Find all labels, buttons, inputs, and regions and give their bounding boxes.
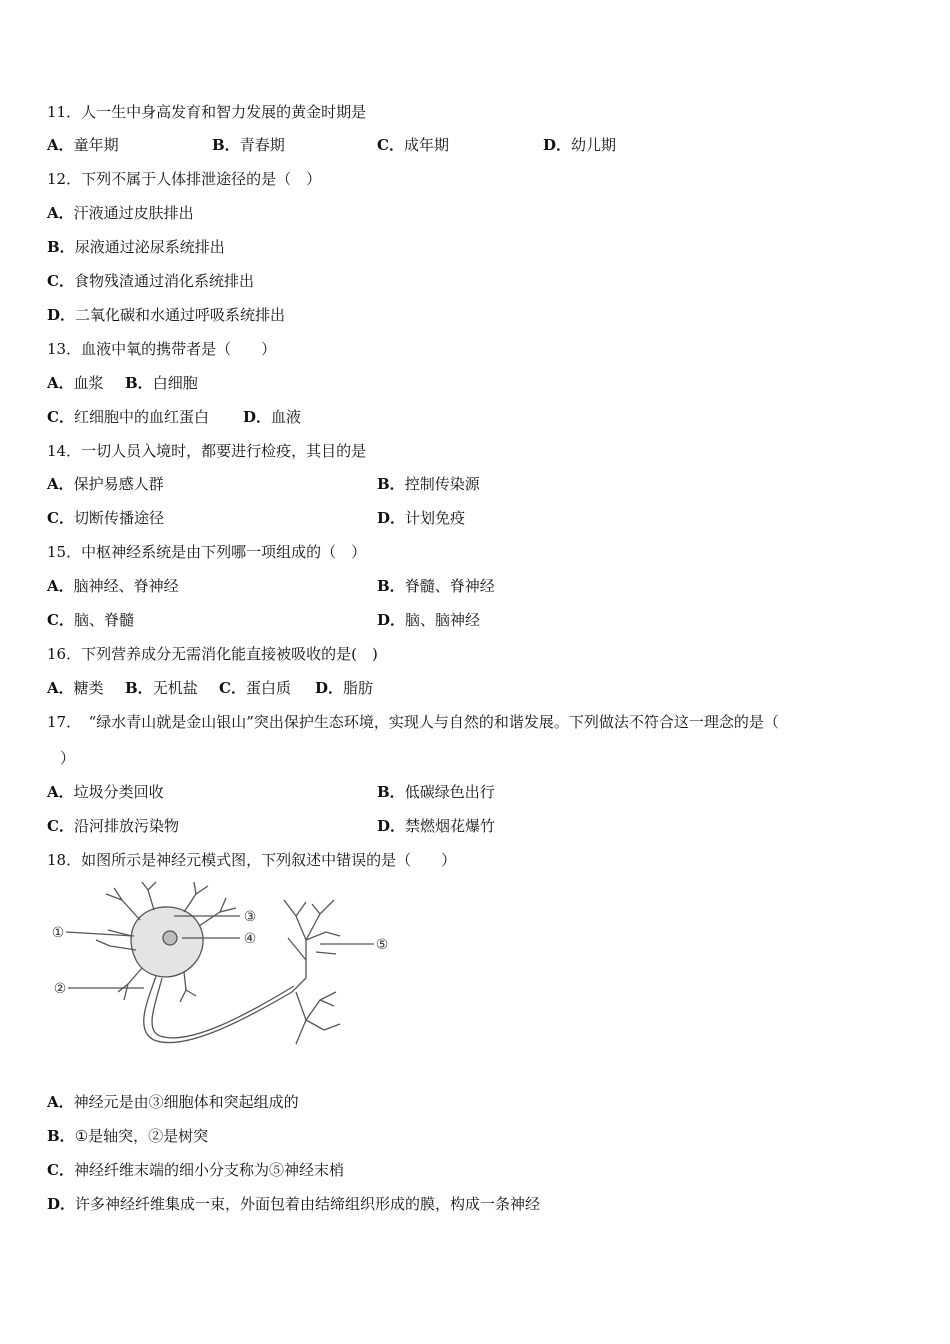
q11-option-a	[47, 135, 119, 155]
q15-option-c	[47, 610, 134, 630]
option-label: C．	[47, 408, 74, 426]
q17-option-b	[377, 782, 495, 802]
option-text: 低碳绿色出行	[404, 783, 495, 801]
label-4: ④	[243, 931, 257, 947]
q16-option-d	[315, 678, 373, 698]
option-label: A．	[47, 783, 74, 801]
option-label: B．	[125, 374, 153, 392]
option-text: 幼儿期	[571, 136, 617, 154]
option-text: 神经纤维末端的细小分支称为⑤神经末梢	[73, 1161, 344, 1179]
option-label: B．	[212, 136, 240, 154]
option-label: B．	[47, 1127, 75, 1145]
q13-option-b	[125, 373, 198, 393]
q12-option-d	[47, 305, 285, 325]
option-label: A．	[47, 136, 74, 154]
option-label: A．	[47, 475, 74, 493]
question-15-stem: 15．中枢神经系统是由下列哪一项组成的（ ）	[47, 543, 367, 561]
option-text: 脊髓、脊神经	[404, 577, 495, 595]
label-3: ③	[243, 909, 257, 925]
q11-option-b	[212, 135, 285, 155]
option-text: 控制传染源	[404, 475, 480, 493]
option-label: C．	[219, 679, 246, 697]
option-text: 许多神经纤维集成一束，外面包着由结缔组织形成的膜，构成一条神经	[75, 1195, 541, 1213]
option-label: A．	[47, 204, 74, 222]
option-label: A．	[47, 577, 74, 595]
question-16-stem: 16．下列营养成分无需消化能直接被吸收的是( )	[47, 645, 378, 663]
option-text: 垃圾分类回收	[73, 783, 164, 801]
q13-option-d	[243, 407, 301, 427]
q11-option-d	[543, 135, 616, 155]
option-label: A．	[47, 374, 74, 392]
q14-option-d	[377, 508, 465, 528]
option-text: 白细胞	[152, 374, 198, 392]
question-14-stem: 14．一切人员入境时，都要进行检疫，其目的是	[47, 442, 367, 460]
option-label: D．	[543, 136, 572, 154]
option-text: 无机盐	[152, 679, 198, 697]
q13-option-a	[47, 373, 104, 393]
q17-option-c	[47, 816, 179, 836]
q12-option-c	[47, 271, 254, 291]
option-label: C．	[47, 817, 74, 835]
option-text: ①是轴突，②是树突	[74, 1127, 209, 1145]
neuron-diagram	[44, 880, 404, 1060]
option-label: A．	[47, 679, 74, 697]
option-label: B．	[125, 679, 153, 697]
option-label: B．	[377, 783, 405, 801]
question-17-stem-cont: ）	[60, 749, 76, 767]
label-1: ①	[51, 925, 65, 941]
q17-option-a	[47, 782, 164, 802]
q15-option-a	[47, 576, 179, 596]
option-text: 脑神经、脊神经	[73, 577, 179, 595]
q18-option-c	[47, 1160, 344, 1180]
option-text: 尿液通过泌尿系统排出	[74, 238, 225, 256]
option-text: 计划免疫	[405, 509, 466, 527]
q17-option-d	[377, 816, 495, 836]
option-label: D．	[47, 306, 76, 324]
q14-option-c	[47, 508, 164, 528]
q16-option-c	[219, 678, 291, 698]
q18-option-d	[47, 1194, 540, 1214]
option-text: 蛋白质	[245, 679, 291, 697]
option-text: 红细胞中的血红蛋白	[73, 408, 209, 426]
q12-option-b	[47, 237, 225, 257]
q15-option-d	[377, 610, 480, 630]
option-text: 成年期	[403, 136, 449, 154]
option-text: 切断传播途径	[73, 509, 164, 527]
q14-option-a	[47, 474, 164, 494]
question-13-stem: 13．血液中氧的携带者是（ ）	[47, 340, 277, 358]
question-11-stem: 11．人一生中身高发育和智力发展的黄金时期是	[47, 103, 367, 121]
question-17-stem: 17． “绿水青山就是金山银山”突出保护生态环境，实现人与自然的和谐发展。下列做法不符合这一理念的是（	[47, 713, 779, 731]
option-text: 禁燃烟花爆竹	[405, 817, 496, 835]
option-label: C．	[47, 611, 74, 629]
q18-option-a	[47, 1092, 299, 1112]
option-label: D．	[377, 509, 406, 527]
label-2: ②	[53, 981, 67, 997]
option-text: 青春期	[239, 136, 285, 154]
option-text: 脑、脑神经	[405, 611, 481, 629]
option-text: 保护易感人群	[73, 475, 164, 493]
option-label: D．	[243, 408, 272, 426]
q11-option-c	[377, 135, 449, 155]
q18-option-b	[47, 1126, 208, 1146]
option-text: 食物残渣通过消化系统排出	[73, 272, 254, 290]
q12-option-a	[47, 203, 194, 223]
option-text: 童年期	[73, 136, 119, 154]
option-text: 二氧化碳和水通过呼吸系统排出	[75, 306, 286, 324]
option-label: B．	[377, 475, 405, 493]
q16-option-a	[47, 678, 104, 698]
option-text: 血浆	[73, 374, 104, 392]
q15-option-b	[377, 576, 495, 596]
option-label: C．	[47, 1161, 74, 1179]
option-label: D．	[377, 817, 406, 835]
option-text: 脑、脊髓	[73, 611, 134, 629]
option-label: C．	[47, 272, 74, 290]
option-text: 汗液通过皮肤排出	[73, 204, 194, 222]
option-label: A．	[47, 1093, 74, 1111]
option-text: 糖类	[73, 679, 104, 697]
q14-option-b	[377, 474, 480, 494]
question-12-stem: 12．下列不属于人体排泄途径的是（ ）	[47, 170, 322, 188]
option-text: 沿河排放污染物	[73, 817, 179, 835]
question-18-stem: 18．如图所示是神经元模式图，下列叙述中错误的是（ ）	[47, 851, 457, 869]
q16-option-b	[125, 678, 198, 698]
option-label: B．	[47, 238, 75, 256]
q13-option-c	[47, 407, 209, 427]
option-label: D．	[47, 1195, 76, 1213]
option-text: 脂肪	[343, 679, 374, 697]
option-label: C．	[377, 136, 404, 154]
option-text: 神经元是由③细胞体和突起组成的	[73, 1093, 299, 1111]
option-label: C．	[47, 509, 74, 527]
option-label: D．	[377, 611, 406, 629]
label-5: ⑤	[375, 937, 389, 953]
option-label: D．	[315, 679, 344, 697]
option-text: 血液	[271, 408, 302, 426]
option-label: B．	[377, 577, 405, 595]
